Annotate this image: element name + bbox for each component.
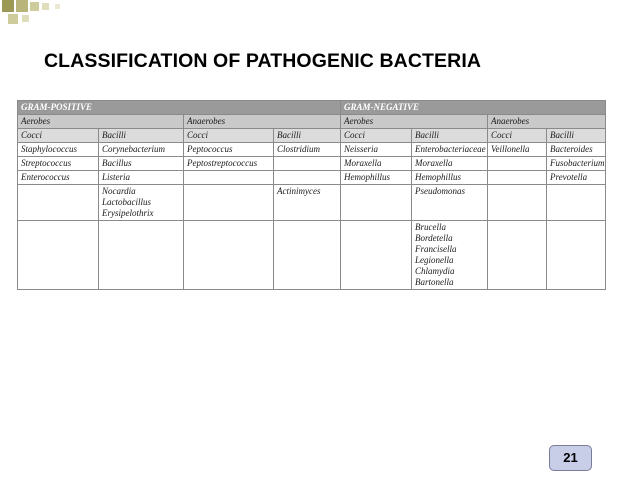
cell-line: Bartonella [415, 277, 454, 287]
table-cell [274, 157, 341, 171]
table-cell: Moraxella [341, 157, 412, 171]
group-gram-positive: GRAM-POSITIVE [18, 101, 341, 115]
table-cell: Enterococcus [18, 171, 99, 185]
table-cell [547, 221, 606, 290]
table-cell: Bacteroides [547, 143, 606, 157]
decor-square [42, 3, 49, 10]
cell-line: Nocardia [102, 186, 136, 196]
table-cell [274, 221, 341, 290]
page-number-badge: 21 [549, 445, 592, 471]
column-header-row [18, 129, 606, 143]
table-row [18, 171, 606, 185]
table-cell [184, 221, 274, 290]
table-cell [184, 185, 274, 221]
table-cell: Moraxella [412, 157, 488, 171]
table-cell: Actinimyces [274, 185, 341, 221]
cell-line: Francisella [415, 244, 457, 254]
table-row [18, 157, 606, 171]
table-cell: Listeria [99, 171, 184, 185]
table-row [18, 221, 606, 290]
table-cell: Staphylococcus [18, 143, 99, 157]
subgroup-gp-anaerobes: Anaerobes [184, 115, 341, 129]
table-row [18, 185, 606, 221]
decor-square [22, 15, 29, 22]
table-cell: Hemophillus [412, 171, 488, 185]
decor-square [2, 0, 14, 12]
decor-square [8, 14, 18, 24]
column-header: Bacilli [547, 129, 606, 143]
table-cell [99, 221, 184, 290]
table-cell: Corynebacterium [99, 143, 184, 157]
table-cell [412, 221, 488, 290]
table-cell [488, 157, 547, 171]
table-cell [341, 221, 412, 290]
table-cell: Clostridium [274, 143, 341, 157]
decor-square [16, 0, 28, 12]
table-cell [488, 185, 547, 221]
table-cell: Enterobacteriaceae [412, 143, 488, 157]
table-row [18, 143, 606, 157]
table-cell [18, 221, 99, 290]
cell-line: Bordetella [415, 233, 453, 243]
table-cell: Hemophillus [341, 171, 412, 185]
table-cell [18, 185, 99, 221]
table-cell: Bacillus [99, 157, 184, 171]
cell-line: Chlamydia [415, 266, 455, 276]
table-cell: Peptococcus [184, 143, 274, 157]
table-cell: Veillonella [488, 143, 547, 157]
subgroup-gp-aerobes: Aerobes [18, 115, 184, 129]
table-cell [488, 171, 547, 185]
cell-line: Brucella [415, 222, 447, 232]
subgroup-gn-anaerobes: Anaerobes [488, 115, 606, 129]
cell-line: Erysipelothrix [102, 208, 154, 218]
column-header: Cocci [184, 129, 274, 143]
decor-square [30, 2, 39, 11]
decor-square [55, 4, 60, 9]
table-cell [341, 185, 412, 221]
cell-line: Legionella [415, 255, 454, 265]
column-header: Cocci [341, 129, 412, 143]
subgroup-header-row [18, 115, 606, 129]
table-cell [274, 171, 341, 185]
table-cell: Prevotella [547, 171, 606, 185]
cell-line: Lactobacillus [102, 197, 151, 207]
column-header: Bacilli [412, 129, 488, 143]
column-header: Cocci [18, 129, 99, 143]
table-cell: Neisseria [341, 143, 412, 157]
group-header-row [18, 101, 606, 115]
table-cell [547, 185, 606, 221]
column-header: Cocci [488, 129, 547, 143]
column-header: Bacilli [274, 129, 341, 143]
table-cell: Fusobacterium [547, 157, 606, 171]
table-cell [488, 221, 547, 290]
table-cell [184, 171, 274, 185]
bacteria-classification-table [17, 100, 606, 290]
table-cell: Peptostreptococcus [184, 157, 274, 171]
group-gram-negative: GRAM-NEGATIVE [341, 101, 606, 115]
corner-decoration [0, 0, 110, 30]
table-cell: Streptococcus [18, 157, 99, 171]
table-cell [99, 185, 184, 221]
column-header: Bacilli [99, 129, 184, 143]
slide-title: CLASSIFICATION OF PATHOGENIC BACTERIA [44, 50, 482, 72]
subgroup-gn-aerobes: Aerobes [341, 115, 488, 129]
table-cell: Pseudomonas [412, 185, 488, 221]
